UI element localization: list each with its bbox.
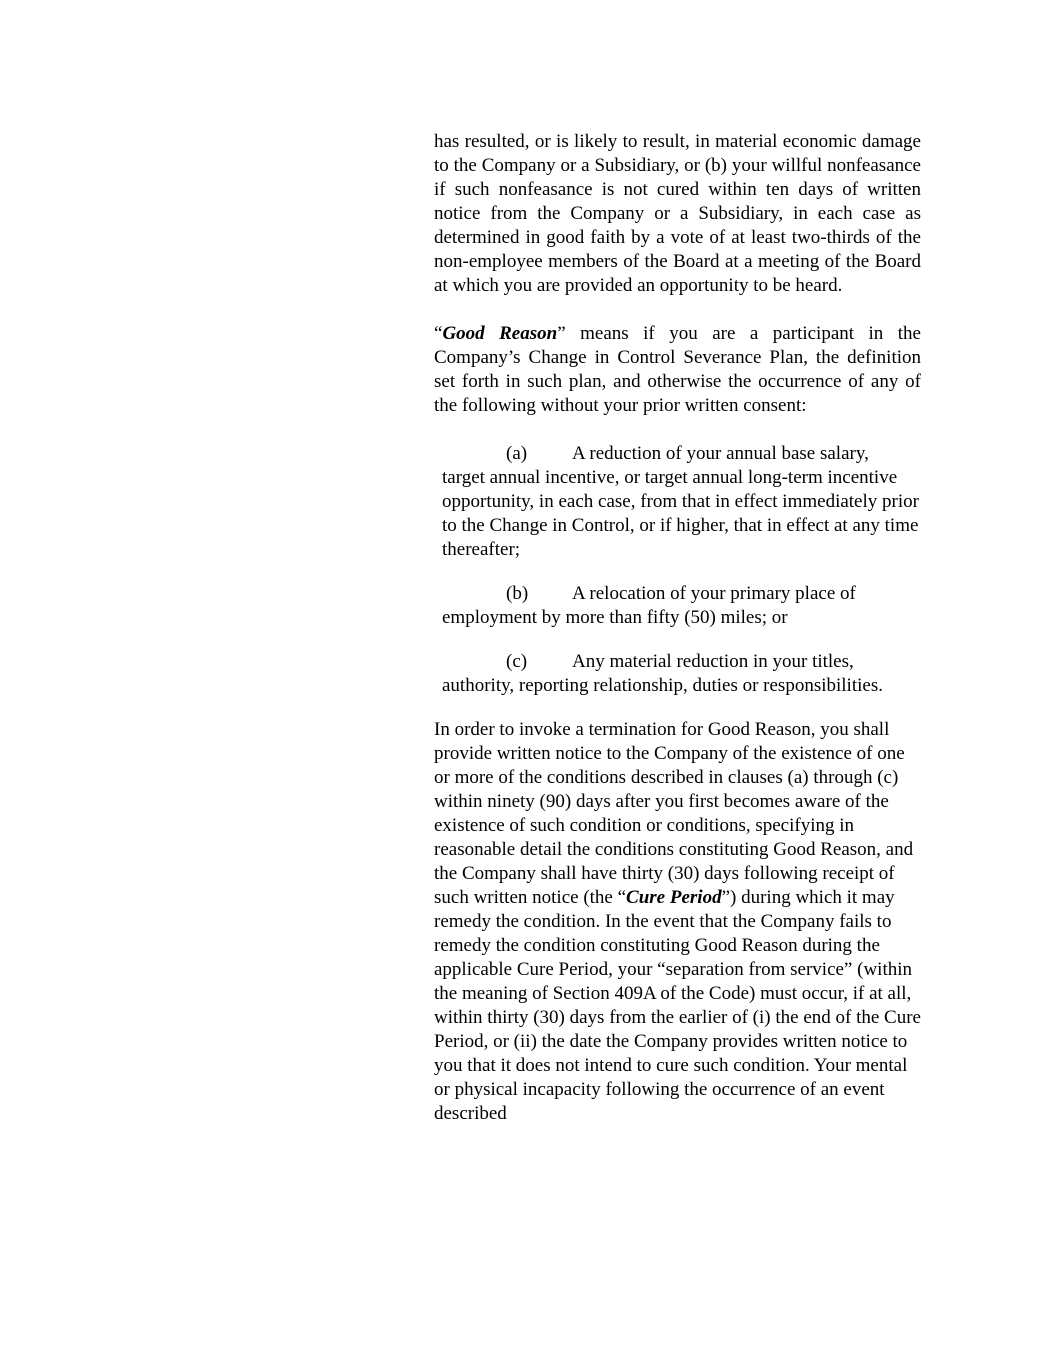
clause-text: target annual incentive, or target annual long-term incentive opportunity, in each case, from that in effect immediately prior to the Change in Control, or if higher, that in effect at any time thereafter; xyxy=(442,467,919,560)
good-reason-text: means if you are a participant in the Company’s Change in Control Severance Plan, the definition set forth in such plan, and otherwise the occurrence of any of the following without your prior written consent: xyxy=(434,323,921,416)
clause-b xyxy=(442,582,921,630)
clause-text: employment by more than fifty (50) miles; or xyxy=(442,607,788,628)
notice-text-part2: ”) during which it may remedy the condition. In the event that the Company fails to remedy the condition constituting Good Reason during the applicable Cure Period, your “separation from service” (within the meaning of Section 409A of the Code) must occur, if at all, within thirty (30) days from the earlier of (i) the end of the Cure Period, or (ii) the date the Company provides written notice to you that it does not intend to cure such condition. Your mental or physical incapacity following the occurrence of an event described xyxy=(434,887,921,1124)
clause-c xyxy=(442,650,921,698)
clause-first-line: A reduction of your annual base salary, xyxy=(572,443,869,464)
clause-a xyxy=(442,442,921,562)
open-quote: “ xyxy=(434,323,443,344)
notice-text-part1: In order to invoke a termination for Good Reason, you shall provide written notice to the Company of the existence of one or more of the conditions described in clauses (a) through (c) within ninety (90) days after you first becomes aware of the existence of such condition or conditions, specifying in reasonable detail the conditions constituting Good Reason, and the Company shall have thirty (30) days following receipt of such written notice (the “ xyxy=(434,719,914,908)
continued-paragraph: has resulted, or is likely to result, in material economic damage to the Company or a Subsidiary, or (b) your willful nonfeasance if such nonfeasance is not cured within ten days of written notice from the Company or a Subsidiary, in each case as determined in good faith by a vote of at least two-thirds of the non-employee members of the Board at a meeting of the Board at which you are provided an opportunity to be heard. xyxy=(434,131,921,296)
clause-first-line: A relocation of your primary place of xyxy=(572,583,856,604)
clause-label: (b) xyxy=(506,583,529,604)
text-column xyxy=(434,130,921,1126)
clause-label: (a) xyxy=(506,443,528,464)
defined-term-good-reason: Good Reason xyxy=(442,323,558,344)
clause-first-line: Any material reduction in your titles, xyxy=(572,651,854,672)
good-reason-definition xyxy=(434,322,921,418)
close-quote: ” xyxy=(557,323,566,344)
notice-paragraph xyxy=(434,718,921,1126)
clause-label: (c) xyxy=(506,651,528,672)
clause-text: authority, reporting relationship, duties or responsibilities. xyxy=(442,675,883,696)
defined-term-cure-period: Cure Period xyxy=(626,887,722,908)
